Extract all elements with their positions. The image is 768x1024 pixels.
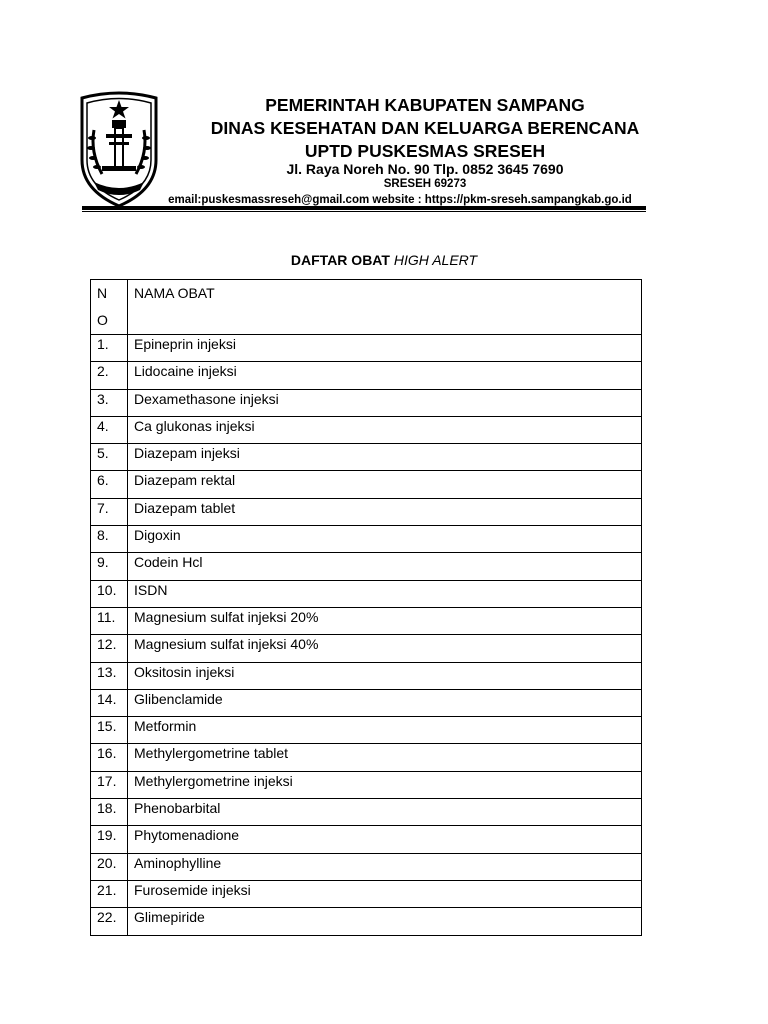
table-row [91,444,642,471]
table-row [91,553,642,580]
drug-name-cell: Epineprin injeksi [128,335,642,362]
drug-name-cell: Magnesium sulfat injeksi 40% [128,635,642,662]
drug-name-cell: Diazepam injeksi [128,444,642,471]
letterhead-department-name: DINAS KESEHATAN DAN KELUARGA BERENCANA [210,118,640,138]
row-number-cell: 19. [91,826,128,853]
row-number-cell: 13. [91,662,128,689]
row-number-cell: 10. [91,580,128,607]
drug-name-cell: Lidocaine injeksi [128,362,642,389]
table-row [91,607,642,634]
row-number-cell: 7. [91,498,128,525]
drug-name-cell: Dexamethasone injeksi [128,389,642,416]
drug-name-cell: Metformin [128,717,642,744]
column-header-drug-name: NAMA OBAT [128,280,642,335]
drug-name-cell: Furosemide injeksi [128,880,642,907]
row-number-cell: 9. [91,553,128,580]
table-row [91,744,642,771]
high-alert-drug-table [90,279,642,936]
table-header-row [91,280,642,335]
letterhead-divider-thick [82,206,646,210]
drug-name-cell: Magnesium sulfat injeksi 20% [128,607,642,634]
row-number-cell: 21. [91,880,128,907]
letterhead-postal-code: SRESEH 69273 [383,178,467,190]
table-row [91,826,642,853]
table-row [91,908,642,935]
drug-name-cell: ISDN [128,580,642,607]
table-row [91,580,642,607]
table-row [91,471,642,498]
row-number-cell: 3. [91,389,128,416]
drug-name-cell: Glimepiride [128,908,642,935]
table-row [91,526,642,553]
document-title-emphasis: HIGH ALERT [393,252,478,268]
letterhead-clinic-name: UPTD PUSKESMAS SRESEH [304,141,546,161]
drug-name-cell: Phenobarbital [128,799,642,826]
row-number-cell: 17. [91,771,128,798]
row-number-cell: 6. [91,471,128,498]
row-number-cell: 2. [91,362,128,389]
drug-name-cell: Digoxin [128,526,642,553]
table-row [91,498,642,525]
row-number-cell: 16. [91,744,128,771]
table-row [91,416,642,443]
table-row [91,799,642,826]
letterhead-address: Jl. Raya Noreh No. 90 Tlp. 0852 3645 7690 [286,161,564,177]
row-number-cell: 18. [91,799,128,826]
letterhead-contact-info: email:puskesmassreseh@gmail.com website : https://pkm-sreseh.sampangkab.go.id [168,194,632,206]
table-row [91,335,642,362]
row-number-cell: 11. [91,607,128,634]
letterhead-divider-thin [82,211,646,212]
drug-name-cell: Codein Hcl [128,553,642,580]
row-number-cell: 5. [91,444,128,471]
row-number-cell: 22. [91,908,128,935]
table-row [91,389,642,416]
document-title [0,252,768,268]
document-title-main: DAFTAR OBAT [290,252,390,268]
drug-name-cell: Diazepam rektal [128,471,642,498]
table-row [91,771,642,798]
drug-name-cell: Oksitosin injeksi [128,662,642,689]
drug-name-cell: Methylergometrine tablet [128,744,642,771]
regency-emblem-logo [78,90,160,208]
drug-name-cell: Diazepam tablet [128,498,642,525]
row-number-cell: 1. [91,335,128,362]
table-row [91,853,642,880]
drug-name-cell: Methylergometrine injeksi [128,771,642,798]
row-number-cell: 8. [91,526,128,553]
table-row [91,880,642,907]
table-row [91,689,642,716]
drug-name-cell: Glibenclamide [128,689,642,716]
letterhead-government-name: PEMERINTAH KABUPATEN SAMPANG [265,95,585,115]
table-row [91,717,642,744]
drug-name-cell: Phytomenadione [128,826,642,853]
table-row [91,635,642,662]
drug-name-cell: Ca glukonas injeksi [128,416,642,443]
table-row [91,662,642,689]
row-number-cell: 4. [91,416,128,443]
row-number-cell: 14. [91,689,128,716]
table-body [91,335,642,936]
row-number-cell: 12. [91,635,128,662]
row-number-cell: 20. [91,853,128,880]
drug-name-cell: Aminophylline [128,853,642,880]
row-number-cell: 15. [91,717,128,744]
table-row [91,362,642,389]
column-header-number: NO [91,280,128,335]
